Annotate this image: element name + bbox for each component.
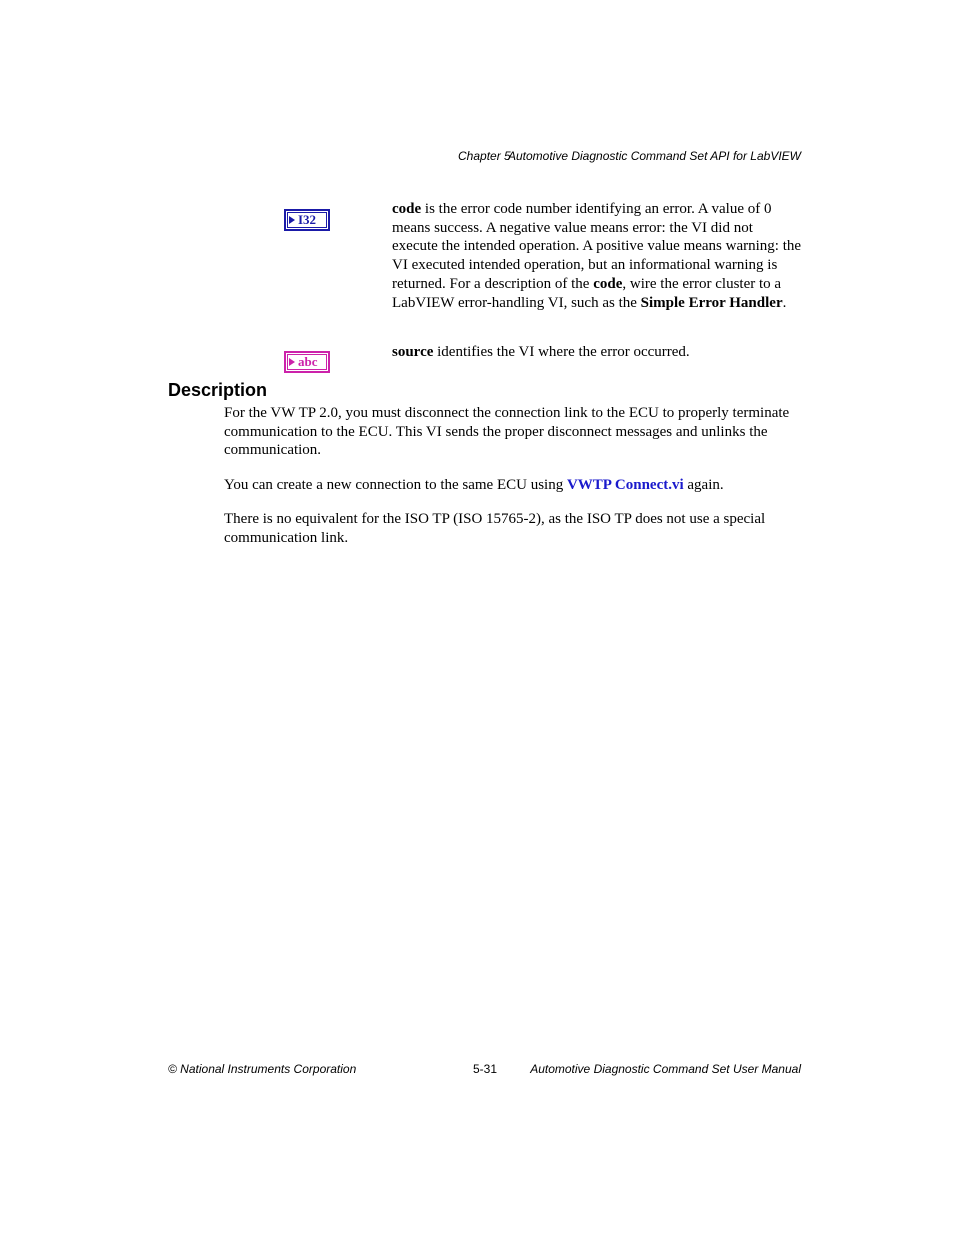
- description-heading: Description: [168, 380, 268, 400]
- code-bold-2: code: [593, 275, 623, 292]
- i32-icon-label: I32: [298, 212, 317, 227]
- code-text-3: .: [782, 294, 787, 311]
- page-header: [0, 149, 954, 167]
- code-param-name: code: [392, 201, 422, 217]
- string-terminal-icon: [284, 351, 330, 373]
- description-paragraph-1: For the VW TP 2.0, you must disconnect the connection link to the ECU to properly terminate communication to the ECU. This VI sends the proper disconnect messages and unlinks the communication.: [224, 405, 790, 459]
- code-text-2: , wire the error cluster to a LabVIEW error-handling VI, such as the: [392, 275, 782, 311]
- chapter-label: Chapter 5: [458, 149, 511, 163]
- description-paragraph-3: There is no equivalent for the ISO TP (ISO 15765-2), as the ISO TP does not use a special communication link.: [224, 511, 766, 546]
- vwtp-connect-link[interactable]: VWTP Connect.vi: [566, 477, 684, 493]
- simple-error-handler-ref: Simple Error Handler: [640, 294, 783, 311]
- source-param-description: [392, 343, 802, 362]
- i32-terminal-icon: [284, 209, 330, 231]
- source-text: identifies the VI where the error occurred.: [433, 344, 690, 360]
- para2-text-before: You can create a new connection to the same ECU using: [224, 477, 567, 493]
- page-footer: [0, 1062, 954, 1080]
- chapter-title: Automotive Diagnostic Command Set API for LabVIEW: [507, 149, 801, 163]
- abc-icon-label: abc: [298, 354, 318, 369]
- code-param-description: [392, 200, 802, 312]
- copyright: © National Instruments Corporation: [168, 1062, 357, 1076]
- description-paragraph-2: [224, 476, 804, 495]
- manual-title: Automotive Diagnostic Command Set User Manual: [530, 1062, 801, 1076]
- source-param-name: source: [392, 344, 434, 360]
- page-number: 5-31: [473, 1062, 498, 1076]
- para2-text-after: again.: [683, 477, 724, 493]
- code-text-1: is the error code number identifying an error. A value of 0 means success. A negative value means error: the VI did not execute the intended operation. A positive value means warning: the VI executed intended operation, but an informational warning is returned. For a description of the: [392, 201, 802, 292]
